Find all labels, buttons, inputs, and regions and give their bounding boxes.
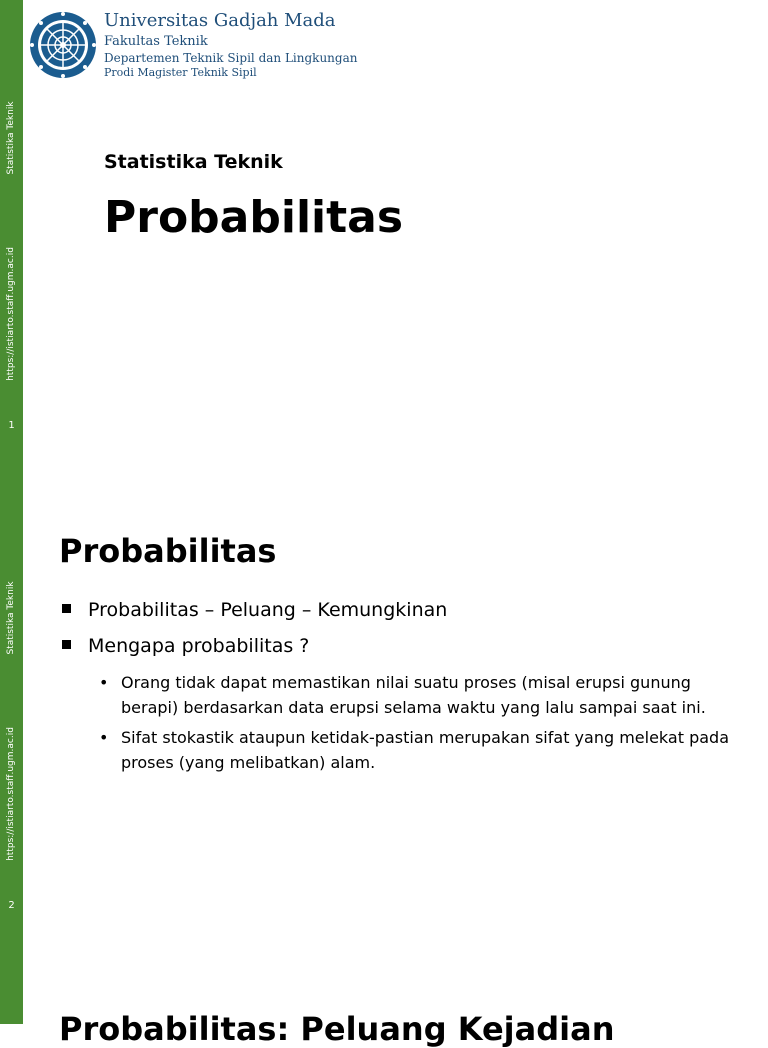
square-bullet-icon xyxy=(62,640,71,649)
slide-1 xyxy=(0,0,768,480)
sidebar-url-label: https://istiarto.staff.ugm.ac.id xyxy=(6,247,16,381)
slide-title: Probabilitas xyxy=(59,532,277,570)
faculty-name: Fakultas Teknik xyxy=(104,34,208,49)
sub-bullet-text: Sifat stokastik ataupun ketidak-pastian merupakan sifat yang melekat pada proses (yang melibatkan) alam. xyxy=(121,728,729,772)
slide-title: Probabilitas xyxy=(104,192,404,243)
list-item xyxy=(60,634,740,658)
department-name: Departemen Teknik Sipil dan Lingkungan xyxy=(104,51,358,65)
slide-number: 2 xyxy=(8,900,15,911)
sub-list-item xyxy=(99,670,741,720)
university-name: Universitas Gadjah Mada xyxy=(104,10,336,31)
sidebar-url-label: https://istiarto.staff.ugm.ac.id xyxy=(6,727,16,861)
slide-title: Probabilitas: Peluang Kejadian xyxy=(59,1010,615,1048)
sidebar xyxy=(0,0,23,480)
square-bullet-icon xyxy=(62,604,71,613)
slide-number: 1 xyxy=(8,420,15,431)
ugm-logo-icon xyxy=(28,10,98,84)
sidebar xyxy=(0,480,23,960)
sidebar xyxy=(0,960,23,1024)
bullet-text: Mengapa probabilitas ? xyxy=(88,635,310,657)
slide-subtitle: Statistika Teknik xyxy=(104,151,283,173)
bullet-list xyxy=(60,598,740,780)
slide-2 xyxy=(0,480,768,960)
sub-bullet-text: Orang tidak dapat memastikan nilai suatu proses (misal erupsi gunung berapi) berdasarkan data erupsi selama waktu yang lalu sampai saat ini. xyxy=(121,673,706,717)
dot-bullet-icon: • xyxy=(99,673,109,692)
list-item xyxy=(60,598,740,622)
dot-bullet-icon: • xyxy=(99,728,109,747)
program-name: Prodi Magister Teknik Sipil xyxy=(104,66,257,79)
sidebar-course-label: Statistika Teknik xyxy=(6,101,16,175)
slide-3 xyxy=(0,960,768,1048)
bullet-text: Probabilitas – Peluang – Kemungkinan xyxy=(88,599,448,621)
sub-list-item xyxy=(99,725,741,775)
sidebar-course-label: Statistika Teknik xyxy=(6,581,16,655)
